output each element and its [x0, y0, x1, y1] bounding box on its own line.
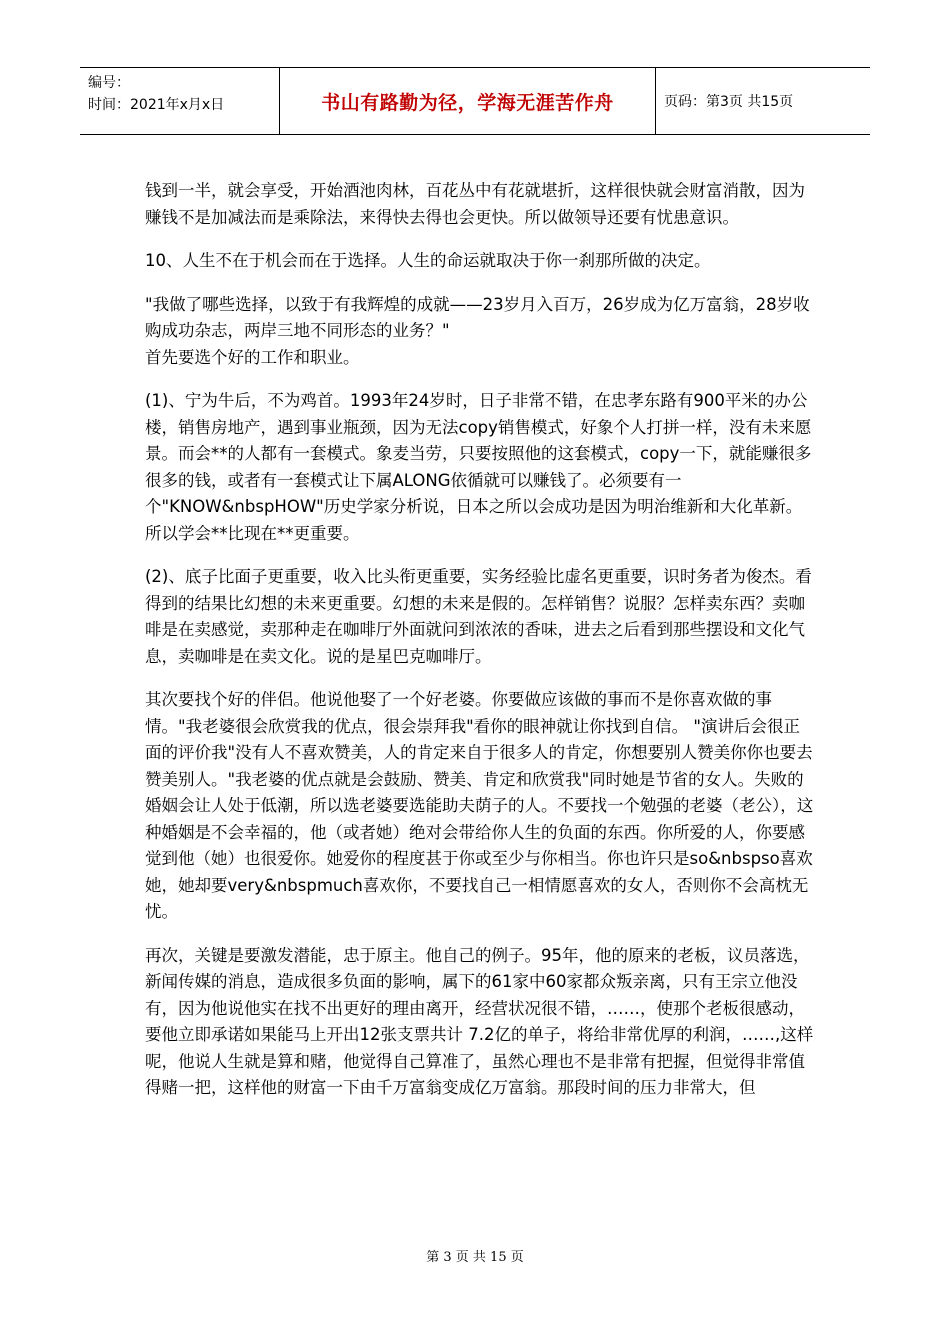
- header-page-cell: [656, 68, 870, 134]
- page-footer: 第 3 页 共 15 页: [426, 1250, 524, 1265]
- header-motto-cell: [280, 68, 656, 134]
- page-header: [80, 67, 870, 135]
- header-number-label: 编号：: [88, 75, 130, 91]
- paragraph-5: (1)、宁为牛后，不为鸡首。1993年24岁时，日子非常不错，在忠孝东路有900平米的办公楼，销售房地产，遇到事业瓶颈，因为无法copy销售模式，好象个人打拼一样，没有未来愿景。而会**的人都有一套模式。象麦当劳，只要按照他的这套模式，copy一下，就能赚很多很多的钱，或者有一套模式让下属ALONG依循就可以赚钱了。必须要有一个"KNOW&nbspHOW"历史学家分析说，日本之所以会成功是因为明治维新和大化革新。所以学会**比现在**更重要。: [145, 391, 812, 543]
- paragraph-6: (2)、底子比面子更重要，收入比头衔更重要，实务经验比虚名更重要，识时务者为俊杰。看得到的结果比幻想的未来更重要。幻想的未来是假的。怎样销售？说服？怎样卖东西？卖咖啡是在卖感觉，卖那种走在咖啡厅外面就问到浓浓的香味，进去之后看到那些摆设和文化气息，卖咖啡是在卖文化。说的是星巴克咖啡厅。: [145, 567, 812, 666]
- paragraph-8: 再次，关键是要激发潜能，忠于原主。他自己的例子。95年，他的原来的老板，议员落选，新闻传媒的消息，造成很多负面的影响，属下的61家中60家都众叛亲离，只有王宗立他没有，因为他说他实在找不出更好的理由离开，经营状况很不错，……，使那个老板很感动，要他立即承诺如果能马上开出12张支票共计 7.2亿的单子，将给非常优厚的利润，……,这样呢，他说人生就是算和赌，他觉得自己算准了，虽然心理也不是非常有把握，但觉得非常值得赌一把，这样他的财富一下由千万富翁变成亿万富翁。那段时间的压力非常大，但: [145, 945, 814, 1097]
- document-body: [145, 178, 815, 1119]
- header-meta: [80, 68, 280, 134]
- paragraph-3: "我做了哪些选择，以致于有我辉煌的成就——23岁月入百万，26岁成为亿万富翁，28岁收购成功杂志，两岸三地不同形态的业务？": [145, 294, 810, 340]
- paragraph-1: 钱到一半，就会享受，开始酒池肉林，百花丛中有花就堪折，这样很快就会财富消散，因为赚钱不是加减法而是乘除法，来得快去得也会更快。所以做领导还要有忧患意识。: [145, 181, 805, 227]
- paragraph-7: 其次要找个好的伴侣。他说他娶了一个好老婆。你要做应该做的事而不是你喜欢做的事情。"我老婆很会欣赏我的优点，很会崇拜我"看你的眼神就让你找到自信。 "演讲后会很正面的评价我"没有人不喜欢赞美，人的肯定来自于很多人的肯定，你想要别人赞美你你也要去赞美别人。"我老婆的优点就是会鼓励、赞美、肯定和欣赏我"同时她是节省的女人。失败的婚姻会让人处于低潮，所以选老婆要选能助夫荫子的人。不要找一个勉强的老婆（老公），这种婚姻是不会幸福的，他（或者她）绝对会带给你人生的负面的东西。你所爱的人，你要感觉到他（她）也很爱你。她爱你的程度甚于你或至少与你相当。你也许只是so&nbspso喜欢她，她却要very&nbspmuch喜欢你，不要找自己一相情愿喜欢的女人，否则你不会高枕无忧。: [145, 690, 814, 921]
- header-motto: 书山有路勤为径，学海无涯苦作舟: [321, 91, 614, 114]
- paragraph-4: 首先要选个好的工作和职业。: [145, 347, 360, 367]
- paragraph-2: 10、人生不在于机会而在于选择。人生的命运就取决于你一刹那所做的决定。: [145, 251, 711, 270]
- header-page-code: 页码：第3页 共15页: [664, 94, 794, 110]
- header-time-label: 时间：2021年x月x日: [88, 97, 225, 113]
